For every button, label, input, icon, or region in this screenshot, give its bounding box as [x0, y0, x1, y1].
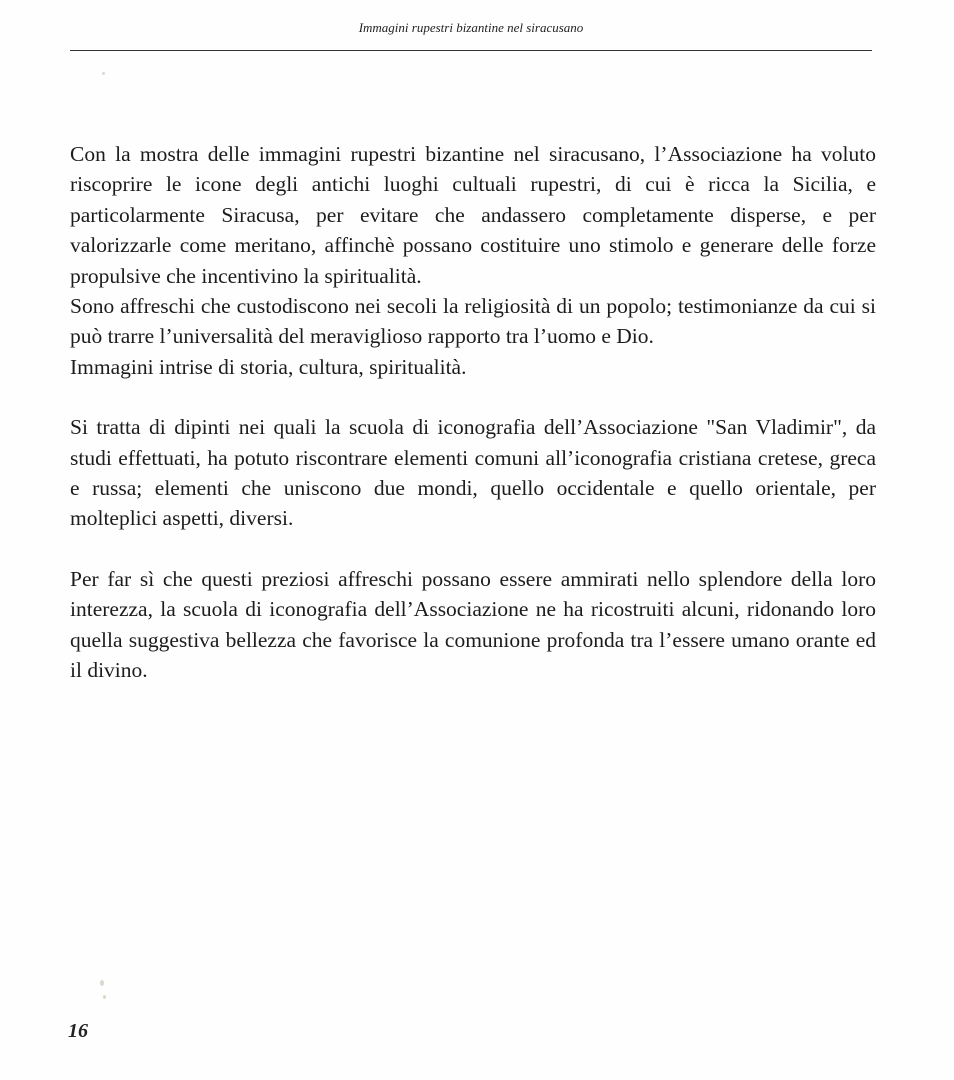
paragraph-5: Per far sì che questi preziosi affreschi possano essere ammirati nello splendore della loro interezza, la scuola di iconografia dell’Associazione ne ha ricostruiti alcuni, ridonando loro quella suggestiva bellezza che favorisce la comunione profonda tra l’essere umano orante ed il divino. [70, 566, 876, 683]
header-rule [70, 50, 872, 51]
paragraph-4: Si tratta di dipinti nei quali la scuola di iconografia dell’Associazione "San Vladimir", da studi effettuati, ha potuto riscontrare elementi comuni all’iconografia cristiana cretese, greca e russa; elementi che uniscono due mondi, quello occidentale e quello orientale, per molteplici aspetti, diversi. [70, 415, 876, 531]
paper-speck [102, 72, 105, 75]
running-header: Immagini rupestri bizantine nel siracusano [358, 20, 584, 35]
paper-speck [100, 980, 104, 986]
paragraph-1: Con la mostra delle immagini rupestri bizantine nel siracusano, l’Associazione ha voluto riscoprire le icone degli antichi luoghi cultuali rupestri, di cui è ricca la Sicilia, e particolarmente Siracusa, per evitare che andassero completamente disperse, e per valorizzarle come meritano, affinchè possano costituire uno stimolo e generare delle forze propulsive che incentivino la spiritualità. [70, 142, 876, 288]
paragraph-gap [70, 534, 876, 564]
paragraph-3: Immagini intrise di storia, cultura, spiritualità. [70, 354, 467, 379]
paper-speck [103, 995, 106, 999]
paragraph-2: Sono affreschi che custodiscono nei secoli la religiosità di un popolo; testimonianze da cui si può trarre l’universalità del meraviglioso rapporto tra l’uomo e Dio. [70, 294, 876, 349]
page-number: 16 [68, 1020, 88, 1042]
body-text [70, 139, 876, 686]
paragraph-gap [70, 382, 876, 412]
